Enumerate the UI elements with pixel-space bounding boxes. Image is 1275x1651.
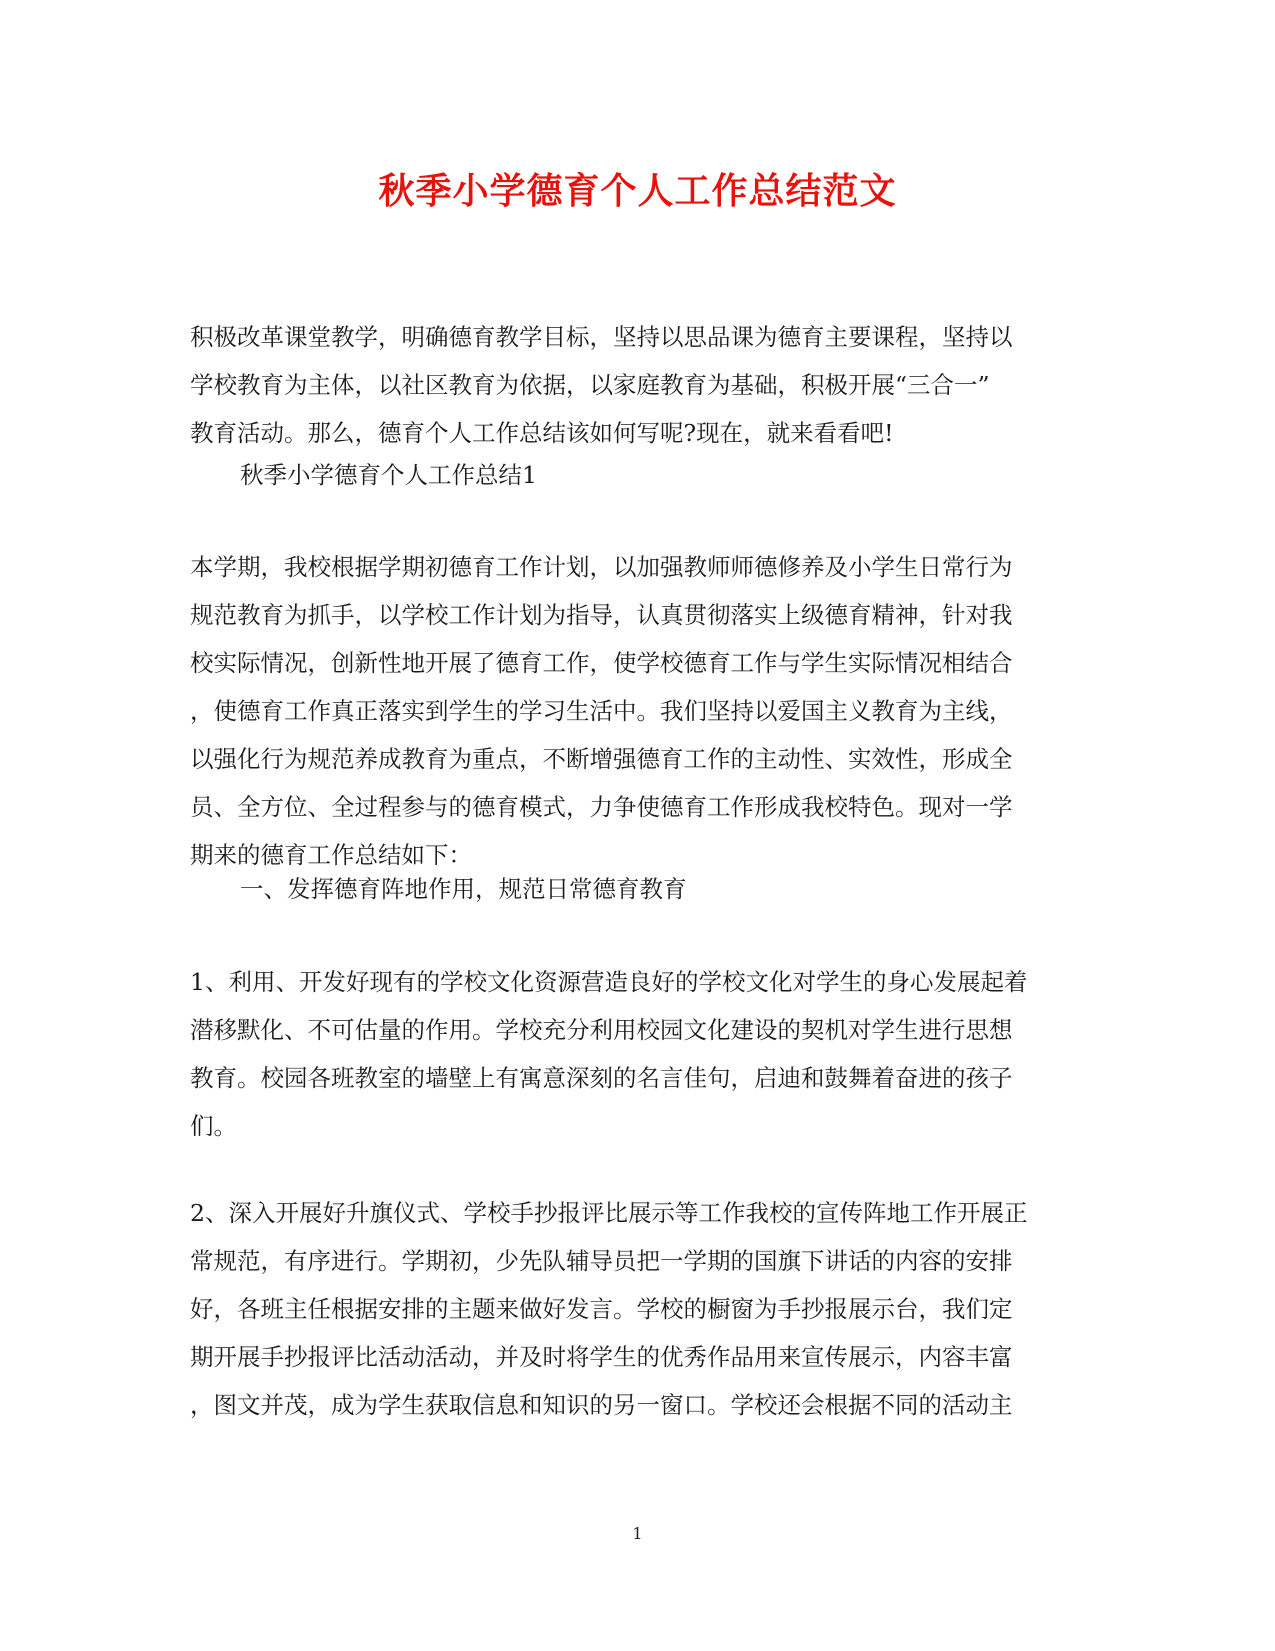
body-line: 以强化行为规范养成教育为重点，不断增强德育工作的主动性、实效性，形成全 xyxy=(190,745,1013,773)
item-1-paragraph xyxy=(190,958,1070,1150)
item-1-line: 潜移默化、不可估量的作用。学校充分利用校园文化建设的契机对学生进行思想 xyxy=(190,1016,1013,1044)
item-1-line: 教育。校园各班教室的墙壁上有寓意深刻的名言佳句，启迪和鼓舞着奋进的孩子 xyxy=(190,1064,1013,1092)
intro-line: 教育活动。那么，德育个人工作总结该如何写呢?现在，就来看看吧! xyxy=(190,419,894,447)
body-line: 本学期，我校根据学期初德育工作计划，以加强教师师德修养及小学生日常行为 xyxy=(190,553,1013,581)
item-1-line: 1、利用、开发好现有的学校文化资源营造良好的学校文化对学生的身心发展起着 xyxy=(190,968,1028,996)
body-line: 员、全方位、全过程参与的德育模式，力争使德育工作形成我校特色。现对一学 xyxy=(190,793,1013,821)
document-title: 秋季小学德育个人工作总结范文 xyxy=(378,170,897,212)
section-1-heading: 一、发挥德育阵地作用，规范日常德育教育 xyxy=(240,875,687,903)
item-2-line: 期开展手抄报评比活动活动，并及时将学生的优秀作品用来宣传展示，内容丰富 xyxy=(190,1343,1013,1371)
body-line: 规范教育为抓手，以学校工作计划为指导，认真贯彻落实上级德育精神，针对我 xyxy=(190,601,1013,629)
item-1-line: 们。 xyxy=(190,1112,237,1140)
intro-line: 积极改革课堂教学，明确德育教学目标，坚持以思品课为德育主要课程，坚持以 xyxy=(190,323,1013,351)
item-2-line: 好，各班主任根据安排的主题来做好发言。学校的橱窗为手抄报展示台，我们定 xyxy=(190,1295,1013,1323)
body-line: 校实际情况，创新性地开展了德育工作，使学校德育工作与学生实际情况相结合 xyxy=(190,649,1013,677)
item-2-line: 常规范，有序进行。学期初，少先队辅导员把一学期的国旗下讲话的内容的安排 xyxy=(190,1247,1013,1275)
subheading-1: 秋季小学德育个人工作总结1 xyxy=(240,461,537,489)
body-line: ，使德育工作真正落实到学生的学习生活中。我们坚持以爱国主义教育为主线， xyxy=(190,697,1013,725)
page-number: 1 xyxy=(632,1524,643,1543)
item-2-paragraph xyxy=(190,1189,1070,1429)
intro-paragraph xyxy=(190,313,1070,457)
body-paragraph xyxy=(190,543,1070,879)
item-2-line: ，图文并茂，成为学生获取信息和知识的另一窗口。学校还会根据不同的活动主 xyxy=(190,1391,1013,1419)
item-2-line: 2、深入开展好升旗仪式、学校手抄报评比展示等工作我校的宣传阵地工作开展正 xyxy=(190,1199,1028,1227)
body-line: 期来的德育工作总结如下： xyxy=(190,841,472,869)
intro-line: 学校教育为主体，以社区教育为依据，以家庭教育为基础，积极开展“三合一” xyxy=(190,371,990,399)
